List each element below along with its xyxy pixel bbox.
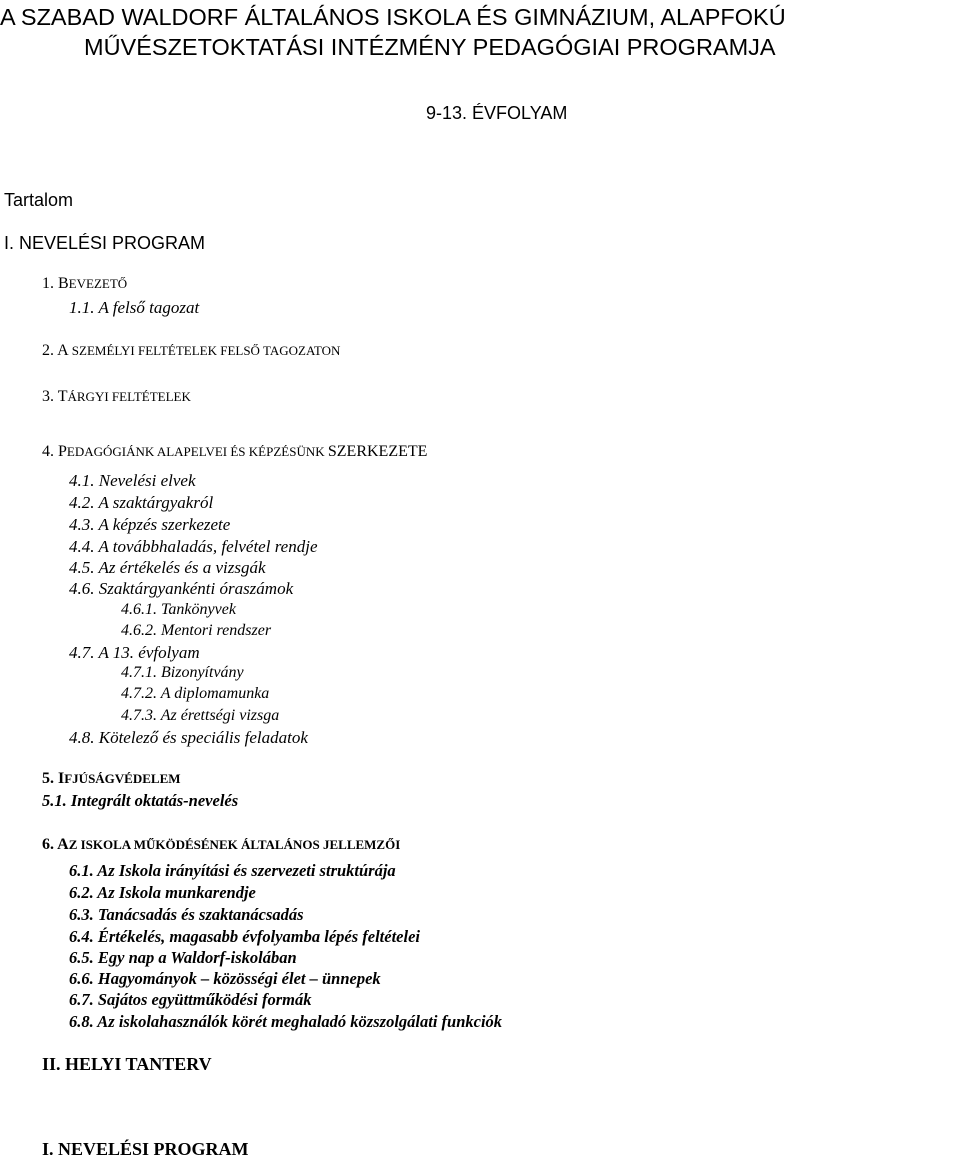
- toc-item-6-1[interactable]: 6.1. Az Iskola irányítási és szervezeti struktúrája: [69, 861, 396, 880]
- toc-section-3[interactable]: [42, 389, 191, 405]
- toc-part-1[interactable]: I. NEVELÉSI PROGRAM: [4, 233, 206, 253]
- toc-item-6-8[interactable]: 6.8. Az iskolahasználók körét meghaladó közszolgálati funkciók: [69, 1012, 503, 1031]
- toc-item-4-7-3[interactable]: 4.7.3. Az érettségi vizsga: [121, 707, 280, 724]
- toc-section-6-cap: A: [57, 836, 69, 853]
- toc-item-6-2[interactable]: 6.2. Az Iskola munkarendje: [69, 883, 256, 902]
- toc-section-2-num: 2.: [42, 342, 58, 359]
- toc-item-4-7[interactable]: 4.7. A 13. évfolyam: [69, 643, 200, 662]
- toc-section-1[interactable]: [42, 276, 127, 292]
- toc-section-5[interactable]: [42, 771, 181, 787]
- toc-item-4-8[interactable]: 4.8. Kötelező és speciális feladatok: [69, 728, 308, 747]
- toc-label: Tartalom: [4, 190, 74, 210]
- toc-section-4-rest: EDAGÓGIÁNK ALAPELVEI ÉS KÉPZÉSÜNK: [66, 444, 328, 459]
- toc-section-1-1[interactable]: 1.1. A felső tagozat: [69, 298, 200, 317]
- toc-section-6[interactable]: [42, 837, 400, 853]
- toc-section-4-num: 4.: [42, 443, 58, 460]
- toc-section-4[interactable]: [42, 444, 427, 460]
- toc-section-1-num: 1.: [42, 275, 58, 292]
- document-title-line-2: MŰVÉSZETOKTATÁSI INTÉZMÉNY PEDAGÓGIAI PROGRAMJA: [84, 34, 776, 60]
- toc-item-4-6-1[interactable]: 4.6.1. Tankönyvek: [121, 601, 236, 618]
- document-title-line-1: A SZABAD WALDORF ÁLTALÁNOS ISKOLA ÉS GIMNÁZIUM, ALAPFOKÚ: [0, 4, 786, 30]
- toc-item-6-3[interactable]: 6.3. Tanácsadás és szaktanácsadás: [69, 905, 304, 924]
- grade-range: 9-13. ÉVFOLYAM: [426, 103, 568, 123]
- toc-item-4-2[interactable]: 4.2. A szaktárgyakról: [69, 493, 214, 512]
- toc-section-3-cap: T: [57, 388, 68, 405]
- toc-section-4-tail: SZERKEZETE: [327, 443, 428, 460]
- toc-item-6-7[interactable]: 6.7. Sajátos együttműködési formák: [69, 990, 312, 1009]
- toc-item-4-7-2[interactable]: 4.7.2. A diplomamunka: [121, 685, 270, 702]
- toc-item-6-4[interactable]: 6.4. Értékelés, magasabb évfolyamba lépés feltételei: [69, 927, 420, 946]
- toc-item-4-5[interactable]: 4.5. Az értékelés és a vizsgák: [69, 558, 266, 577]
- toc-section-3-rest: ÁRGYI FELTÉTELEK: [67, 389, 191, 404]
- toc-item-4-6-2[interactable]: 4.6.2. Mentori rendszer: [121, 622, 272, 639]
- toc-item-4-4[interactable]: 4.4. A továbbhaladás, felvétel rendje: [69, 537, 318, 556]
- toc-item-6-6[interactable]: 6.6. Hagyományok – közösségi élet – ünnepek: [69, 969, 381, 988]
- toc-item-4-6[interactable]: 4.6. Szaktárgyankénti óraszámok: [69, 579, 294, 598]
- toc-section-5-cap: I: [58, 770, 65, 787]
- section-heading: I. NEVELÉSI PROGRAM: [42, 1139, 249, 1159]
- toc-section-5-rest: FJÚSÁGVÉDELEM: [64, 771, 181, 786]
- toc-section-3-num: 3.: [42, 388, 58, 405]
- toc-item-4-1[interactable]: 4.1. Nevelési elvek: [69, 471, 196, 490]
- toc-section-6-rest: Z ISKOLA MŰKÖDÉSÉNEK ÁLTALÁNOS JELLEMZŐI: [68, 837, 401, 852]
- toc-section-5-num: 5.: [42, 770, 58, 787]
- toc-item-4-3[interactable]: 4.3. A képzés szerkezete: [69, 515, 231, 534]
- toc-item-6-5[interactable]: 6.5. Egy nap a Waldorf-iskolában: [69, 948, 297, 967]
- toc-section-1-cap: B: [58, 275, 69, 292]
- toc-section-2-cap: A: [57, 342, 72, 359]
- toc-section-6-num: 6.: [42, 836, 58, 853]
- toc-section-4-cap: P: [58, 443, 67, 460]
- toc-section-2-rest: SZEMÉLYI FELTÉTELEK FELSŐ TAGOZATON: [71, 343, 341, 358]
- toc-section-5-1[interactable]: 5.1. Integrált oktatás-nevelés: [42, 791, 239, 810]
- toc-item-4-7-1[interactable]: 4.7.1. Bizonyítvány: [121, 664, 244, 681]
- toc-section-2[interactable]: [42, 343, 340, 359]
- toc-section-1-rest: EVEZETŐ: [68, 276, 128, 291]
- toc-part-2[interactable]: II. HELYI TANTERV: [42, 1054, 212, 1074]
